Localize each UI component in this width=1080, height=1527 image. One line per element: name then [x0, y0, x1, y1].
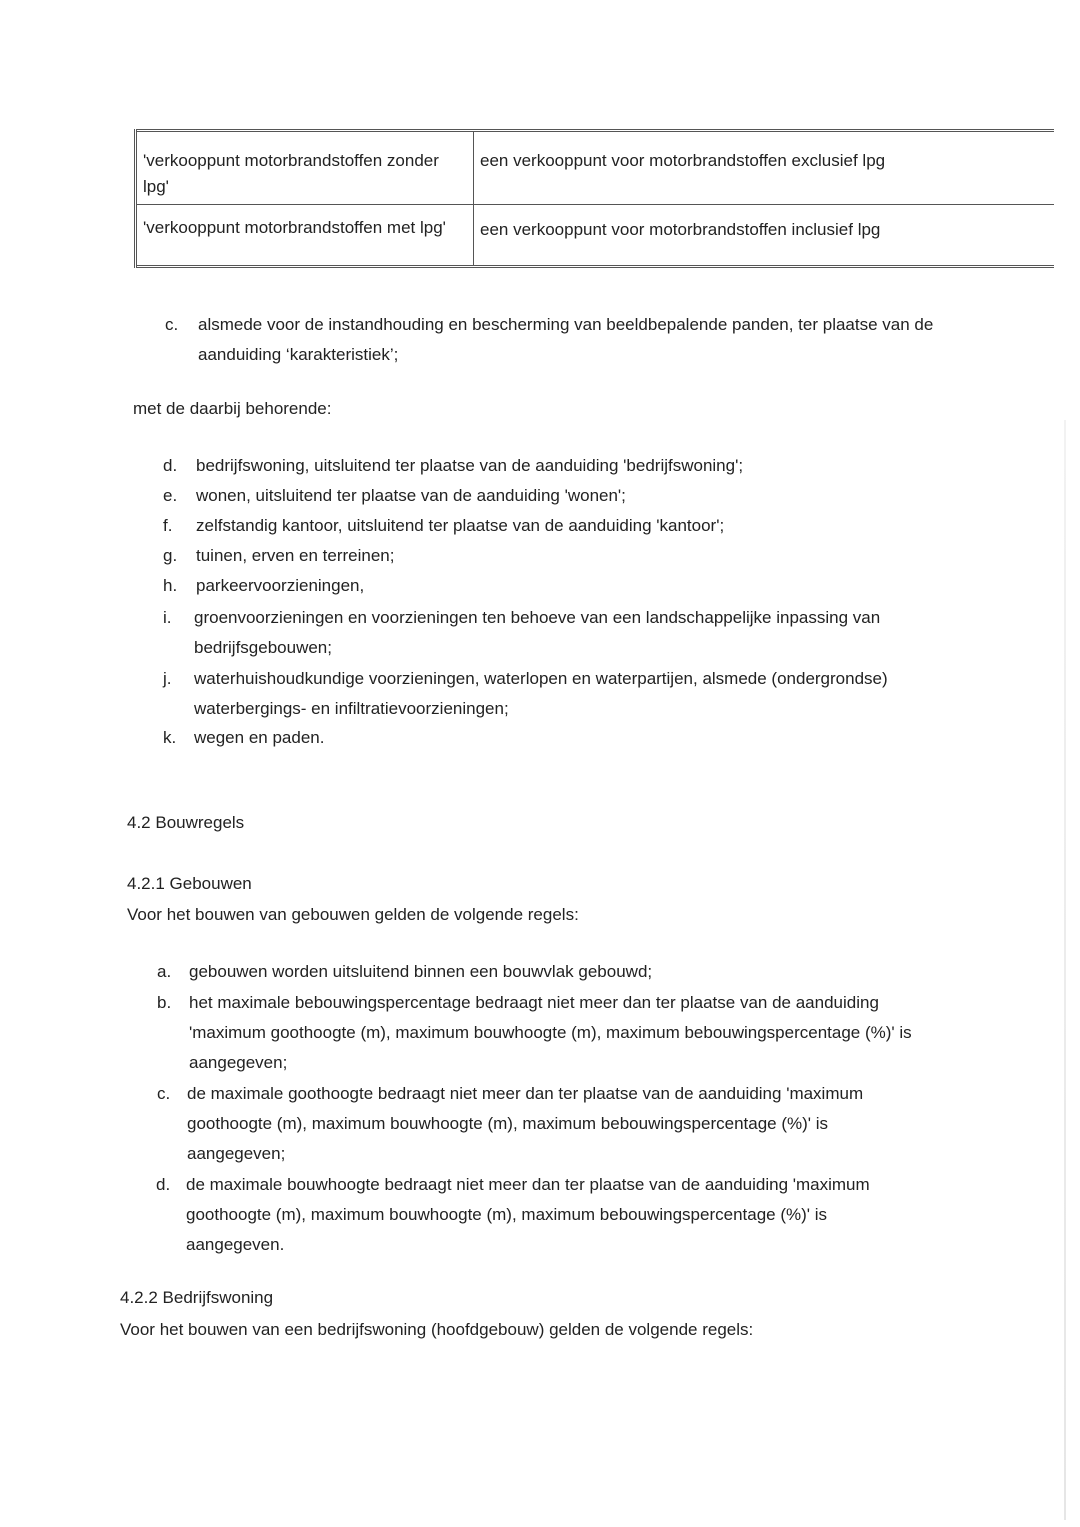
list-item-text: wonen, uitsluitend ter plaatse van de aanduiding 'wonen'; [196, 486, 626, 505]
list-item-label: c. [157, 1084, 171, 1103]
section-heading: 4.2 Bouwregels [127, 813, 245, 832]
list-item-text: waterhuishoudkundige voorzieningen, waterlopen en waterpartijen, alsmede (ondergrondse) waterbergings- en infiltratievoorzieningen; [194, 669, 888, 718]
list-item-text: zelfstandig kantoor, uitsluitend ter plaatse van de aanduiding 'kantoor'; [196, 516, 725, 535]
scan-edge-shadow [1064, 420, 1066, 1520]
list-item-label: d. [163, 456, 178, 475]
table-row [136, 205, 1055, 267]
list-item-label: b. [157, 993, 172, 1012]
list-item-label: k. [163, 728, 177, 747]
definitions-table [134, 129, 1054, 268]
paragraph: Voor het bouwen van een bedrijfswoning (hoofdgebouw) gelden de volgende regels: [120, 1320, 754, 1339]
section-heading: 4.2.1 Gebouwen [127, 874, 252, 893]
list-item-text: het maximale bebouwingspercentage bedraagt niet meer dan ter plaatse van de aanduiding 'maximum goothoogte (m), maximum bouwhoogte (m), maximum bebouwingspercentage (%)' is aangegeven; [189, 993, 912, 1072]
list-item-label: i. [163, 608, 172, 627]
paragraph: Voor het bouwen van gebouwen gelden de volgende regels: [127, 905, 579, 924]
list-item-label: e. [163, 486, 178, 505]
list-item-label: j. [163, 669, 172, 688]
list-item-label: a. [157, 962, 172, 981]
list-item-text: alsmede voor de instandhouding en bescherming van beeldbepalende panden, ter plaatse van de aanduiding ‘karakteristiek’; [198, 315, 934, 364]
list-item-label: h. [163, 576, 178, 595]
list-item-text: wegen en paden. [194, 728, 325, 747]
table-row [136, 131, 1055, 205]
list-item-text: de maximale bouwhoogte bedraagt niet meer dan ter plaatse van de aanduiding 'maximum goothoogte (m), maximum bouwhoogte (m), maximum bebouwingspercentage (%)' is aangegeven. [186, 1175, 870, 1254]
paragraph: met de daarbij behorende: [133, 399, 332, 418]
list-item-label: g. [163, 546, 178, 565]
list-item-label: f. [163, 516, 173, 535]
section-heading: 4.2.2 Bedrijfswoning [120, 1288, 274, 1307]
list-item-text: de maximale goothoogte bedraagt niet meer dan ter plaatse van de aanduiding 'maximum goothoogte (m), maximum bouwhoogte (m), maximum bebouwingspercentage (%)' is aangegeven; [187, 1084, 864, 1163]
list-item-text: gebouwen worden uitsluitend binnen een bouwvlak gebouwd; [189, 962, 653, 981]
list-item-text: bedrijfswoning, uitsluitend ter plaatse van de aanduiding 'bedrijfswoning'; [196, 456, 744, 475]
list-item-label: c. [165, 315, 179, 334]
list-item-text: groenvoorzieningen en voorzieningen ten behoeve van een landschappelijke inpassing van bedrijfsgebouwen; [194, 608, 881, 657]
table-definition: een verkooppunt voor motorbrandstoffen inclusief lpg [480, 220, 881, 239]
list-item-text: parkeervoorzieningen, [196, 576, 365, 595]
list-item-text: tuinen, erven en terreinen; [196, 546, 395, 565]
table-definition: een verkooppunt voor motorbrandstoffen exclusief lpg [474, 131, 1055, 205]
table-term: 'verkooppunt motorbrandstoffen met lpg' [136, 205, 474, 267]
table-term: 'verkooppunt motorbrandstoffen zonder lpg' [136, 131, 474, 205]
list-item-label: d. [156, 1175, 171, 1194]
